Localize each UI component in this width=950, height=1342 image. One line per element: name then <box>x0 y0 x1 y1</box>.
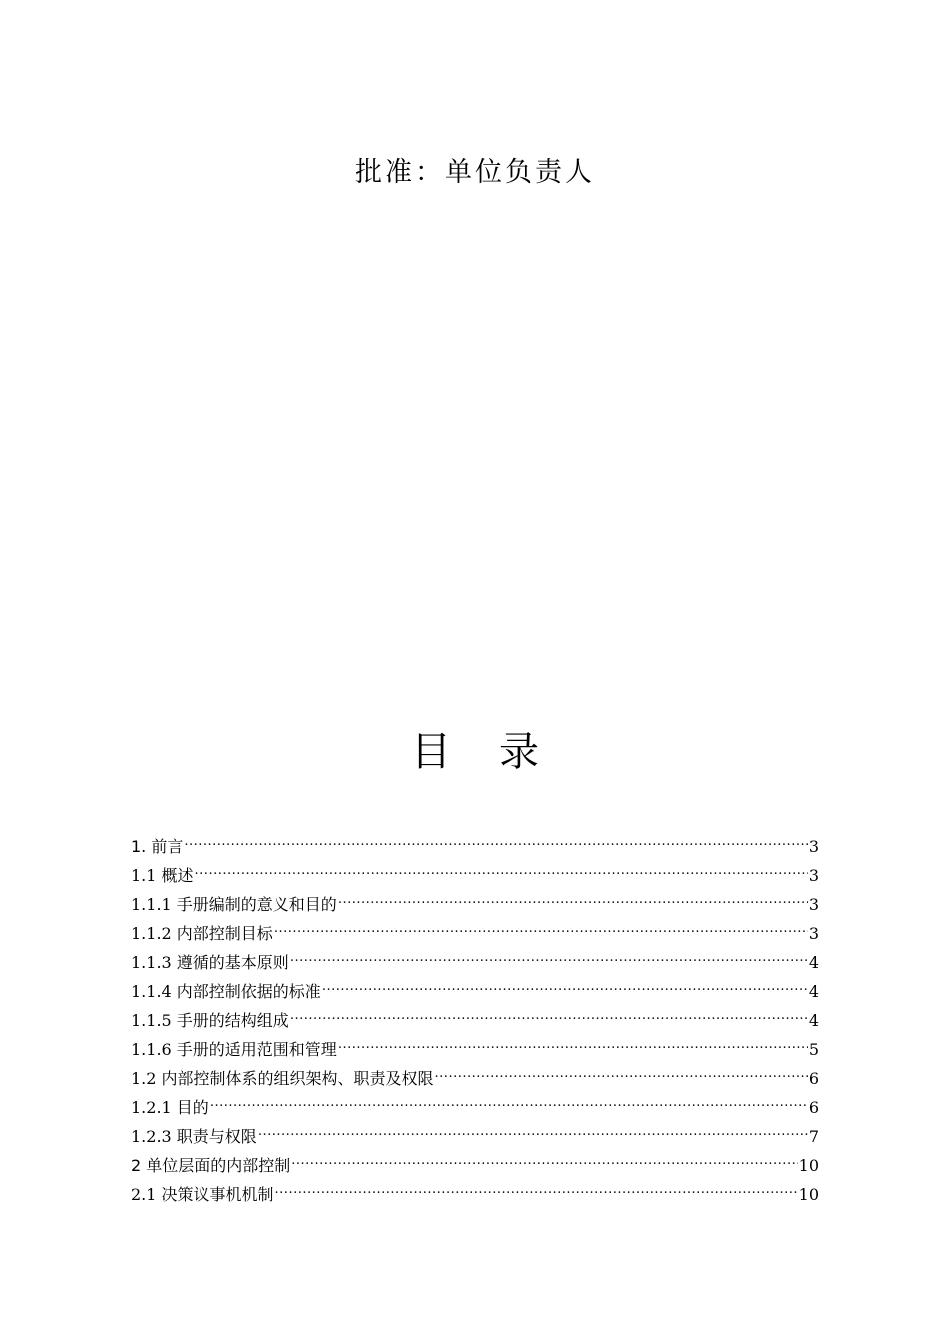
toc-title-char-2: 录 <box>499 729 539 775</box>
toc-entry-label: 1.2.3 职责与权限 <box>131 1127 257 1146</box>
toc-entry[interactable] <box>131 1006 819 1035</box>
toc-entry-page: 4 <box>808 982 819 1001</box>
toc-entry-page: 3 <box>808 924 819 943</box>
toc-entry[interactable] <box>131 1093 819 1122</box>
toc-entry-label: 1.2 内部控制体系的组织架构、职责及权限 <box>131 1069 434 1088</box>
approval-line: 批准：单位负责人 <box>355 157 595 188</box>
toc-entry-page: 6 <box>808 1069 819 1088</box>
toc-dot-leader <box>435 1064 808 1084</box>
toc-entry-label: 1.2.1 目的 <box>131 1098 209 1117</box>
toc-entry-page: 4 <box>808 953 819 972</box>
toc-entry-label: 2.1 决策议事机机制 <box>131 1185 274 1204</box>
toc-entry-label: 1.1.5 手册的结构组成 <box>131 1011 289 1030</box>
toc-entry-label: 1.1.3 遵循的基本原则 <box>131 953 289 972</box>
toc-entry[interactable] <box>131 919 819 948</box>
toc-dot-leader <box>275 1180 798 1200</box>
toc-dot-leader <box>210 1093 808 1113</box>
toc-entry-label: 1.1.2 内部控制目标 <box>131 924 273 943</box>
toc-entry[interactable] <box>131 1035 819 1064</box>
toc-entry[interactable] <box>131 1151 819 1180</box>
toc-entry-label: 2 单位层面的内部控制 <box>131 1156 291 1175</box>
toc-entry[interactable] <box>131 890 819 919</box>
toc-dot-leader <box>274 919 808 939</box>
toc-entry[interactable] <box>131 861 819 890</box>
toc-entry-label: 1. 前言 <box>131 837 184 856</box>
toc-entry-label: 1.1.6 手册的适用范围和管理 <box>131 1040 337 1059</box>
toc-entry[interactable] <box>131 948 819 977</box>
toc-entry[interactable] <box>131 1122 819 1151</box>
toc-entry-label: 1.1.1 手册编制的意义和目的 <box>131 895 337 914</box>
toc-dot-leader <box>195 861 808 881</box>
toc-dot-leader <box>338 1035 808 1055</box>
toc-entry-page: 10 <box>798 1185 819 1204</box>
toc-title <box>0 720 950 777</box>
toc-dot-leader <box>322 977 808 997</box>
toc-dot-leader <box>184 832 807 852</box>
toc-entry[interactable] <box>131 977 819 1006</box>
toc-entry-page: 6 <box>808 1098 819 1117</box>
toc-entry-page: 7 <box>808 1127 819 1146</box>
toc-entry-page: 3 <box>808 895 819 914</box>
toc-dot-leader <box>338 890 808 910</box>
table-of-contents <box>131 832 819 1209</box>
toc-entry-page: 5 <box>808 1040 819 1059</box>
toc-dot-leader <box>291 1151 797 1171</box>
toc-title-char-1: 目 <box>411 729 451 775</box>
toc-entry-label: 1.1.4 内部控制依据的标准 <box>131 982 321 1001</box>
toc-dot-leader <box>290 948 808 968</box>
toc-entry[interactable] <box>131 1064 819 1093</box>
toc-entry-label: 1.1 概述 <box>131 866 194 885</box>
toc-entry-page: 10 <box>798 1156 819 1175</box>
toc-dot-leader <box>258 1122 808 1142</box>
toc-entry-page: 3 <box>808 866 819 885</box>
toc-entry-page: 3 <box>808 837 819 856</box>
toc-entry-page: 4 <box>808 1011 819 1030</box>
toc-entry[interactable] <box>131 832 819 861</box>
toc-entry[interactable] <box>131 1180 819 1209</box>
toc-dot-leader <box>290 1006 808 1026</box>
